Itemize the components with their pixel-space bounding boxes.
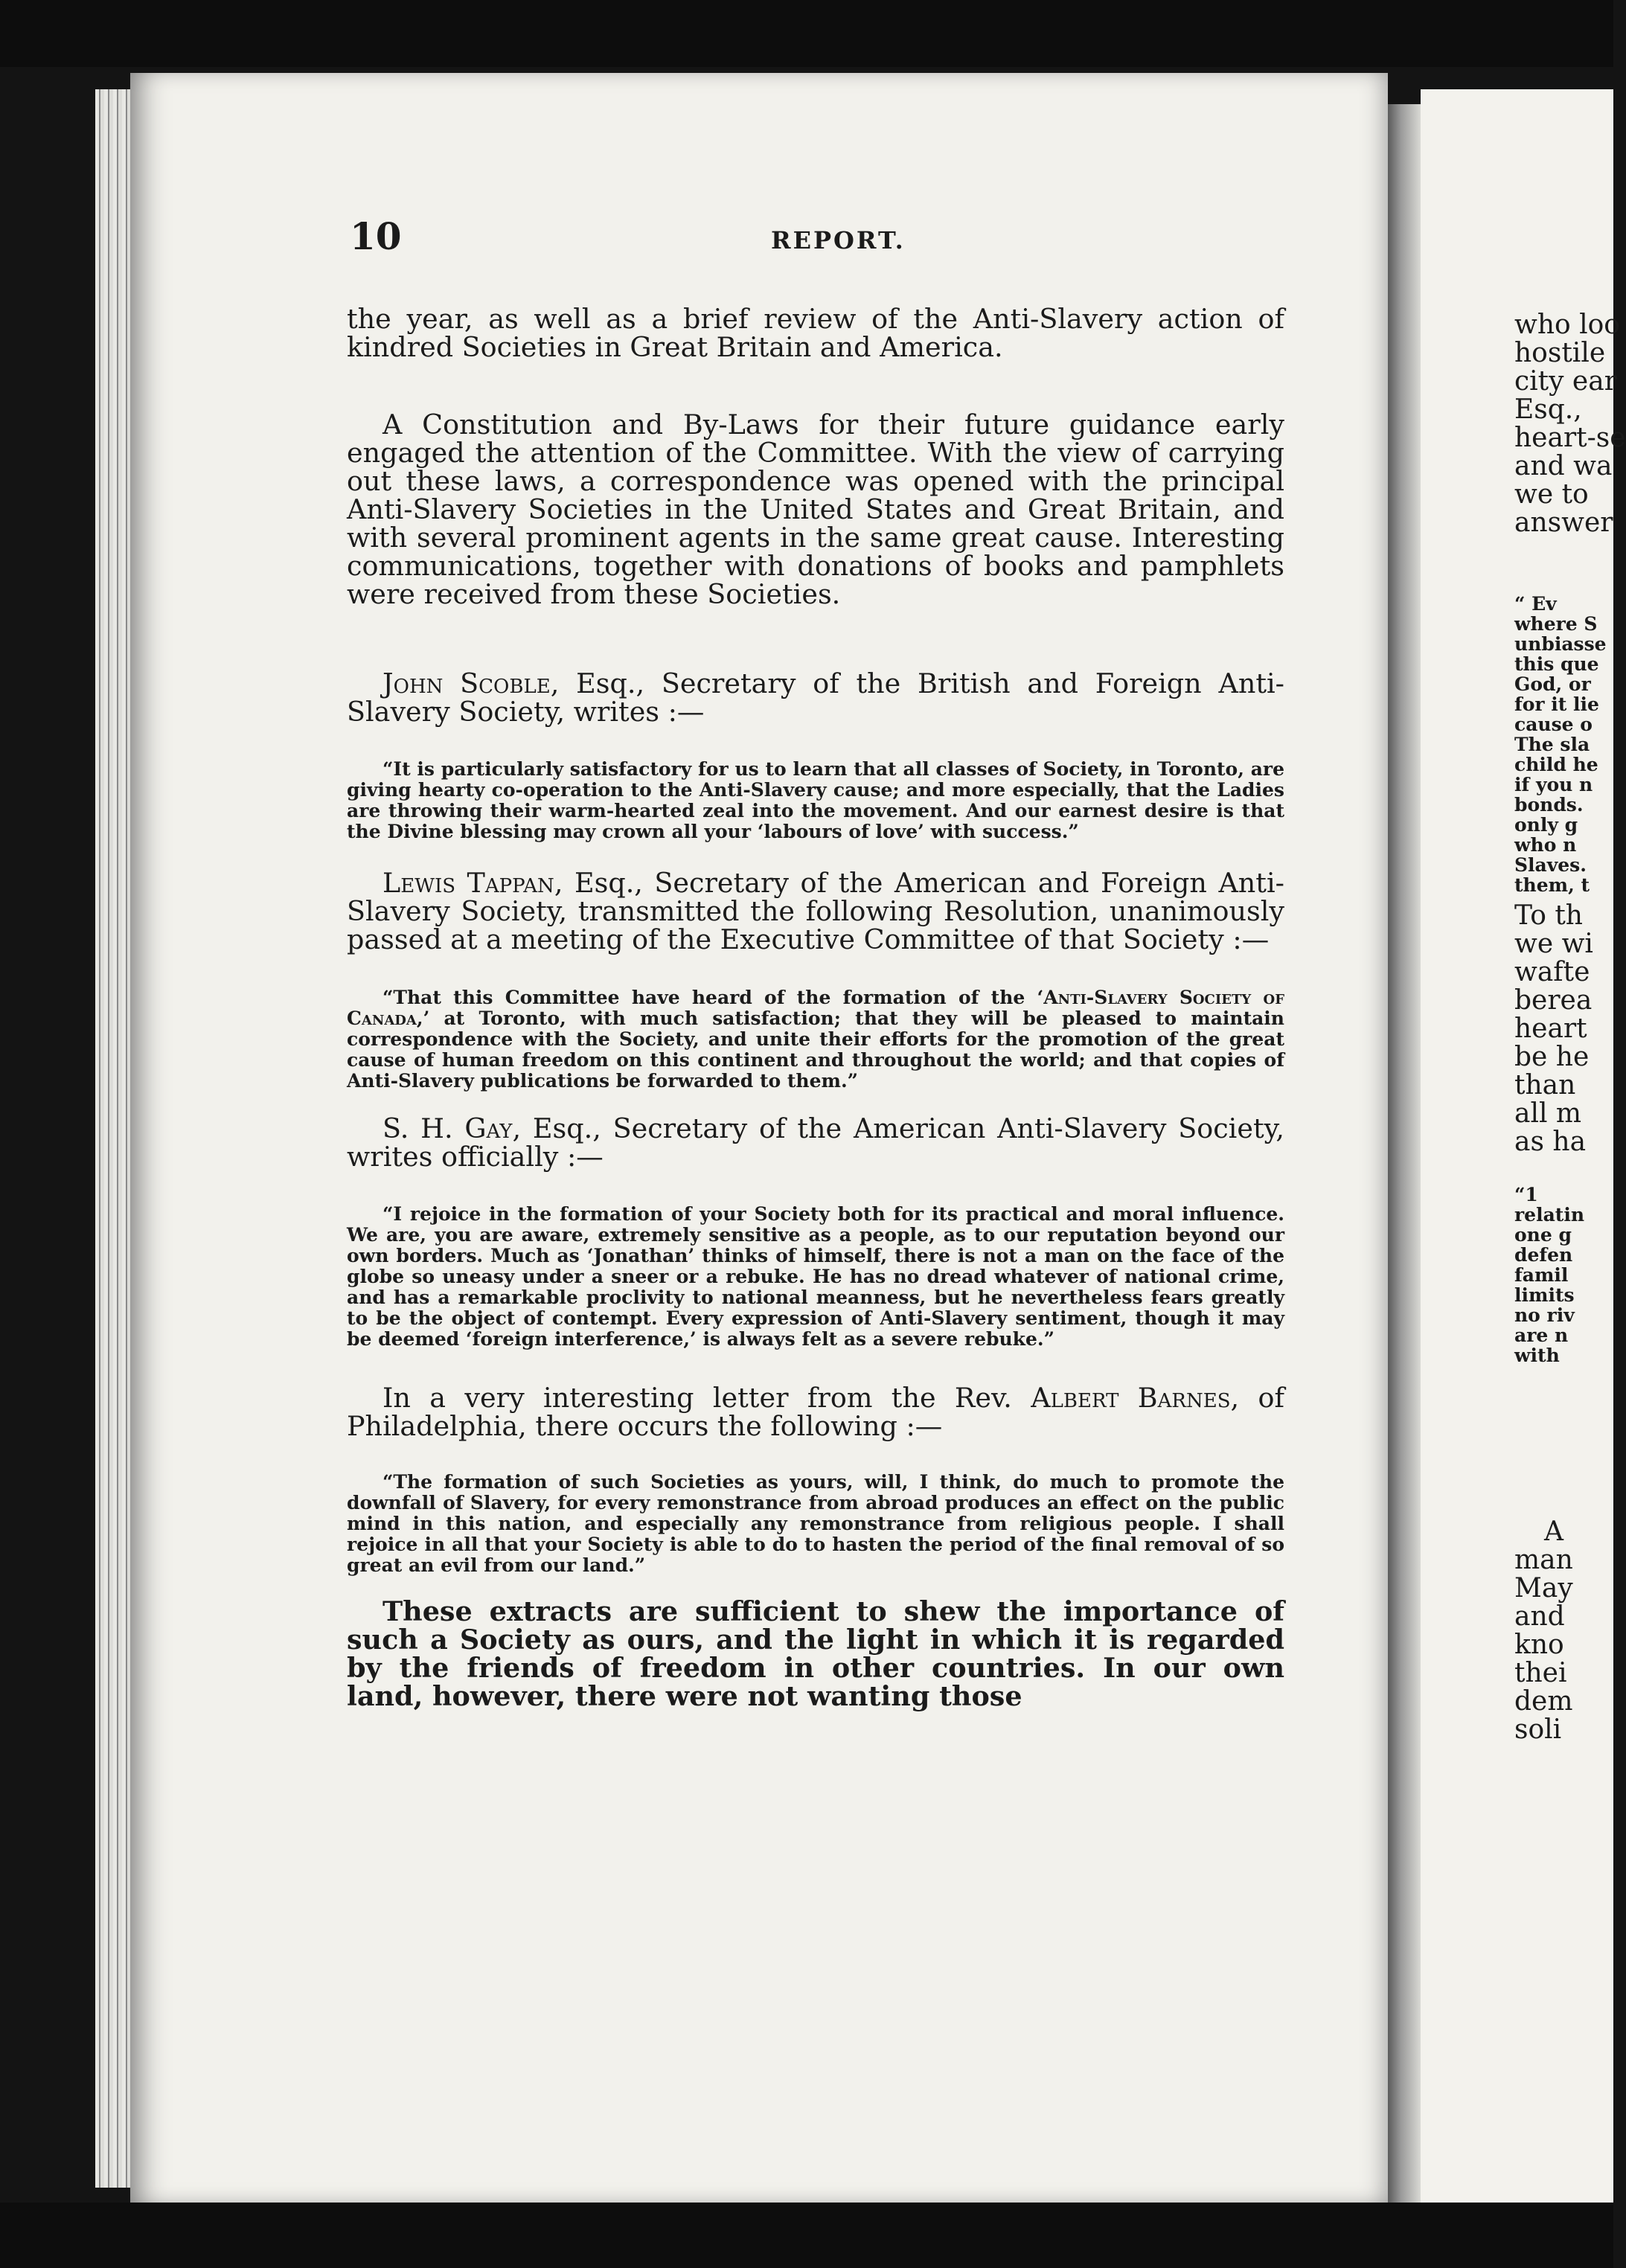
paragraph-part: In a very interesting letter from the Rev. [383, 1382, 1031, 1414]
right-page-line: than [1514, 1070, 1576, 1101]
right-page-line: kno [1514, 1630, 1564, 1660]
right-page-line: soli [1514, 1714, 1562, 1745]
right-page-line: thei [1514, 1658, 1567, 1688]
quote-part: ,’ at Toronto, with much satisfaction; that they will be pleased to maintain correspondence with the Society, and unite their efforts for the promotion of the great cause of human freedom on this continent and throughout the world; and that copies of Anti-Slavery publications be forwarded to them.” [347, 1008, 1284, 1092]
paragraph-text [347, 667, 1284, 728]
quote-text: “I rejoice in the formation of your Society both for its practical and moral influence. We are, you are aware, extremely sensitive as a people, as to our reputation beyond our own borders. Much as ‘Jonathan’ thinks of himself, there is not a man on the face of the globe so uneasy under a sneer or a rebuke. He has no dread whatever of national crime, and has a remarkable proclivity to national meanness, but he nevertheless fears greatly to be the object of contempt. Every expression of Anti-Slavery sentiment, though it may be deemed ‘foreign interference,’ is always felt as a severe rebuke.” [347, 1203, 1284, 1350]
right-page-line: hostile [1514, 338, 1606, 368]
right-page-line: as ha [1514, 1127, 1587, 1157]
right-page-quote-line: where S [1514, 613, 1598, 635]
person-initials: S. H. [383, 1112, 465, 1144]
quote-text: “It is particularly satisfactory for us to learn that all classes of Society, in Toronto, are giving hearty co-operation to the Anti-Slavery cause; and more especially, that the Ladies are throwing their warm-hearted zeal into the movement. And our earnest desire is that the Divine blessing may crown all your ‘labours of love’ with success.” [347, 758, 1284, 842]
quote-gay [347, 1204, 1284, 1350]
page-number: 10 [350, 214, 402, 258]
right-page-line: who loo [1514, 310, 1620, 340]
right-page-line: heart-se [1514, 423, 1626, 453]
right-page-quote-line: cause o [1514, 714, 1593, 735]
right-page-line: dem [1514, 1686, 1573, 1717]
paragraph-rest: , Esq., Secretary of the American and Foreign Anti-Slavery Society, transmitted the following Resolution, unanimously passed at a meeting of the Executive Committee of that Society :— [347, 867, 1284, 955]
person-name: Gay [464, 1112, 513, 1144]
right-page-quote-line: are n [1514, 1324, 1569, 1346]
paragraph-gay [347, 1112, 1284, 1173]
running-head: REPORT. [771, 226, 906, 254]
quote-scoble [347, 759, 1284, 842]
right-page-line: heart [1514, 1013, 1587, 1044]
paragraph-text [347, 869, 1284, 954]
quote-text: “The formation of such Societies as yours, will, I think, do much to promote the downfall of Slavery, for every remonstrance from abroad produces an effect on the public mind in this nation, and especially any remonstrance from religious people. I shall rejoice in all that your Society is able to do to hasten the period of the final removal of so great an evil from our land.” [347, 1471, 1284, 1576]
right-page-quote-line: bonds. [1514, 794, 1584, 816]
right-page-quote-line: The sla [1514, 734, 1590, 755]
right-page-quote-line: who n [1514, 834, 1577, 856]
paragraph-rest: , Esq., Secretary of the American Anti-Slavery Society, writes officially :— [347, 1112, 1284, 1173]
book-gutter [1388, 104, 1421, 2203]
paragraph-text [347, 1384, 1284, 1441]
quote-resolution [347, 987, 1284, 1092]
right-page-line: be he [1514, 1042, 1590, 1072]
right-page-line: we wi [1514, 929, 1593, 959]
quote-text [347, 987, 1284, 1092]
right-page-line: man [1514, 1545, 1573, 1575]
quote-barnes [347, 1472, 1284, 1576]
right-page-quote-line: child he [1514, 754, 1598, 775]
right-page-quote-line: for it lie [1514, 693, 1599, 715]
paragraph-text [347, 1112, 1284, 1173]
paragraph-scoble [347, 667, 1284, 728]
paragraph-intro [347, 305, 1284, 362]
paragraph-part: These extracts are sufficient to shew the importance of such a Society as ours, and the light in which it is regarded by the friends of freedom in other countries. [347, 1595, 1284, 1684]
right-page-line: berea [1514, 985, 1593, 1016]
right-page-quote-line: “1 [1514, 1184, 1538, 1205]
paragraph-tappan [347, 869, 1284, 954]
paragraph-text: A Constitution and By-Laws for their future guidance early engaged the attention of the Committee. With the view of carrying out these laws, a correspondence was opened with the principal Anti-Slavery Societies in the United States and Great Britain, and with several prominent agents in the same great cause. Interesting communications, together with donations of books and pamphlets were received from these Societies. [347, 409, 1284, 610]
paragraph-text: the year, as well as a brief review of the Anti-Slavery action of kindred Societies in Great Britain and America. [347, 303, 1284, 363]
paragraph-part: In our own land, however, there were not wanting those [347, 1652, 1284, 1712]
paragraph-extracts [347, 1595, 1284, 1712]
society-name: Anti-Slavery Society of Canada [347, 987, 1284, 1029]
right-page-line: answer [1514, 507, 1613, 538]
right-page-quote-line: if you n [1514, 774, 1593, 795]
right-page-line: May [1514, 1573, 1573, 1604]
right-page-line: city ear [1514, 366, 1617, 397]
right-page-line: all m [1514, 1098, 1582, 1129]
person-name: Albert Barnes [1031, 1382, 1231, 1414]
right-page-quote-line: relatin [1514, 1204, 1584, 1226]
right-page-line: A [1544, 1516, 1563, 1547]
right-page-quote-line: one g [1514, 1224, 1572, 1246]
right-page-quote-line: this que [1514, 653, 1599, 675]
right-page-quote-line: “ Ev [1514, 593, 1557, 615]
scan-border-top [0, 0, 1613, 67]
right-page-quote-line: limits [1514, 1284, 1575, 1306]
right-page-quote-line: with [1514, 1345, 1560, 1366]
right-page-quote-line: them, t [1514, 874, 1590, 896]
page-stack-edges [95, 89, 131, 2188]
paragraph-part: , of Philadelphia, there occurs the following :— [347, 1382, 1284, 1442]
right-page-quote-line: famil [1514, 1264, 1569, 1286]
right-page-line: and [1514, 1601, 1565, 1632]
paragraph-barnes [347, 1384, 1284, 1441]
paragraph-constitution [347, 411, 1284, 609]
paragraph-rest: , Esq., Secretary of the British and Foreign Anti-Slavery Society, writes :— [347, 667, 1284, 728]
right-page-line: we to [1514, 479, 1589, 510]
right-page-quote-line: no riv [1514, 1304, 1575, 1326]
person-name: John Scoble [383, 667, 551, 699]
quote-part: “That this Committee have heard of the formation of the ‘ [383, 987, 1044, 1008]
right-page-quote-line: defen [1514, 1244, 1573, 1266]
right-page-quote-line: Slaves. [1514, 854, 1587, 876]
person-name: Lewis Tappan [383, 867, 554, 899]
right-page-line: To th [1514, 900, 1583, 931]
right-page-line: Esq., [1514, 394, 1582, 425]
paragraph-text [347, 1595, 1284, 1712]
right-page-line: and wa [1514, 451, 1613, 481]
right-page-quote-line: God, or [1514, 673, 1591, 695]
right-page-quote-line: only g [1514, 814, 1578, 836]
scan-border-bottom [0, 2203, 1613, 2268]
right-page-line: wafte [1514, 957, 1590, 987]
right-page-quote-line: unbiasse [1514, 633, 1607, 655]
